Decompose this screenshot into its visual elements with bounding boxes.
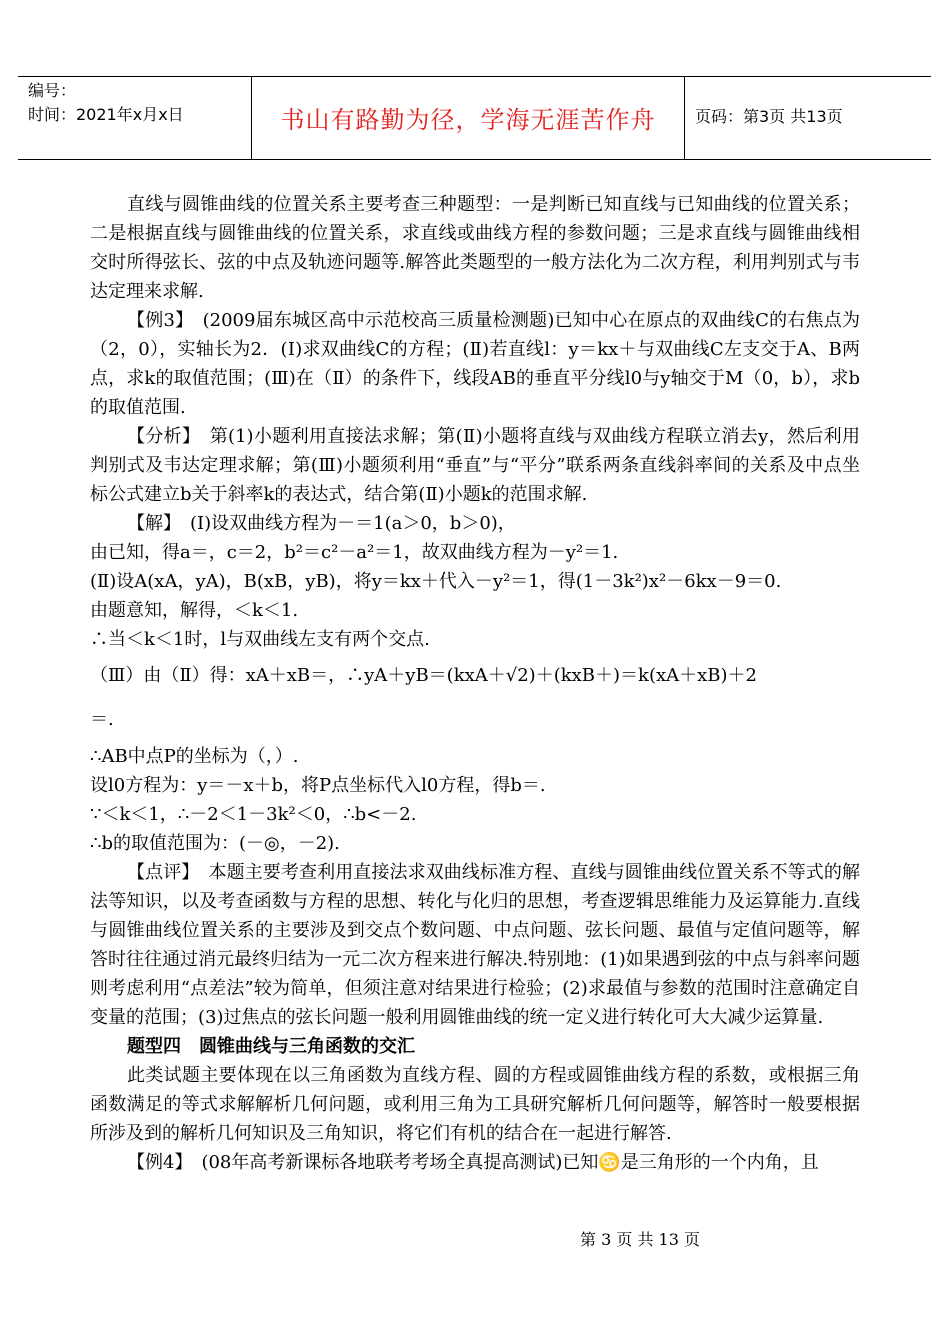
solution-line: ∴当＜k＜1时，l与双曲线左支有两个交点. xyxy=(90,629,430,650)
example-4-problem: 【例4】 (08年高考新课标各地联考考场全真提高测试)已知♋是三角形的一个内角，且 xyxy=(127,1152,819,1173)
motto: 书山有路勤为径，学海无涯苦作舟 xyxy=(280,106,656,134)
solution-line: ∴AB中点P的坐标为（，）. xyxy=(90,746,299,767)
time-label: 时间：2021年x月x日 xyxy=(28,105,184,124)
solution-line: ∵＜k＜1，∴－2＜1－3k²＜0，∴b<－2. xyxy=(90,804,417,825)
solution-line: 由题意知，解得，＜k＜1. xyxy=(90,600,299,621)
header-motto-cell xyxy=(252,77,685,159)
page-code: 页码：第3页 共13页 xyxy=(695,107,843,126)
example-3-analysis: 【分析】 第(1)小题利用直接法求解；第(Ⅱ)小题将直线与双曲线方程联立消去y，然后利用判别式及韦达定理求解；第(Ⅲ)小题须利用“垂直”与“平分”联系两条直线斜率间的关系及中点坐标公式建立b关于斜率k的表达式，结合第(Ⅱ)小题k的范围求解. xyxy=(90,426,860,505)
example-3-problem: 【例3】 (2009届东城区高中示范校高三质量检测题)已知中心在原点的双曲线C的右焦点为（2，0），实轴长为2．(Ⅰ)求双曲线C的方程；(Ⅱ)若直线l：y＝kx＋与双曲线C左支交于A、B两点，求k的取值范围；(Ⅲ)在（Ⅱ）的条件下，线段AB的垂直平分线l0与y轴交于M（0，b），求b的取值范围. xyxy=(90,310,860,418)
solution-line: ＝. xyxy=(90,709,114,730)
solution-part-1: 【解】 (Ⅰ)设双曲线方程为－＝1(a＞0，b＞0)， xyxy=(127,513,516,534)
document-body xyxy=(90,190,860,1177)
solution-line: ∴b的取值范围为：(－◎，－2). xyxy=(90,833,340,854)
solution-line: (Ⅱ)设A(xA，yA)，B(xB，yB)，将y＝kx＋代入－y²＝1，得(1－3k²)x²－6kx－9＝0. xyxy=(90,571,782,592)
number-label: 编号： xyxy=(28,81,77,100)
page-footer: 第 3 页 共 13 页 xyxy=(580,1230,700,1249)
solution-line: 设l0方程为：y＝－x＋b，将P点坐标代入l0方程，得b＝. xyxy=(90,775,546,796)
section-intro-paragraph: 此类试题主要体现在以三角函数为直线方程、圆的方程或圆锥曲线方程的系数，或根据三角函数满足的等式求解解析几何问题，或利用三角为工具研究解析几何问题等，解答时一般要根据所涉及到的解析几何知识及三角知识，将它们有机的结合在一起进行解答. xyxy=(90,1065,860,1144)
example-3-comment: 【点评】 本题主要考查利用直接法求双曲线标准方程、直线与圆锥曲线位置关系不等式的解法等知识，以及考查函数与方程的思想、转化与化归的思想，考查逻辑思维能力及运算能力.直线与圆锥曲线位置关系的主要涉及到交点个数问题、中点问题、弦长问题、最值与定值问题等，解答时往往通过消元最终归结为一元二次方程来进行解决.特别地：(1)如果遇到弦的中点与斜率问题则考虑利用“点差法”较为简单，但须注意对结果进行检验；(2)求最值与参数的范围时注意确定自变量的范围；(3)过焦点的弦长问题一般利用圆锥曲线的统一定义进行转化可大大减少运算量. xyxy=(90,862,860,1028)
section-heading: 题型四 圆锥曲线与三角函数的交汇 xyxy=(127,1036,415,1057)
page-header xyxy=(18,76,931,160)
intro-paragraph: 直线与圆锥曲线的位置关系主要考查三种题型：一是判断已知直线与已知曲线的位置关系；二是根据直线与圆锥曲线的位置关系，求直线或曲线方程的参数问题；三是求直线与圆锥曲线相交时所得弦长、弦的中点及轨迹问题等.解答此类题型的一般方法化为二次方程，利用判别式与韦达定理来求解. xyxy=(90,194,860,302)
solution-line: （Ⅲ）由（Ⅱ）得：xA＋xB＝，∴yA＋yB＝(kxA＋√2)＋(kxB＋)＝k(xA＋xB)＋2 xyxy=(90,665,757,686)
solution-line: 由已知，得a＝，c＝2，b²＝c²－a²＝1，故双曲线方程为－y²＝1. xyxy=(90,542,619,563)
header-page-cell xyxy=(685,77,931,159)
header-meta-cell xyxy=(18,77,252,159)
